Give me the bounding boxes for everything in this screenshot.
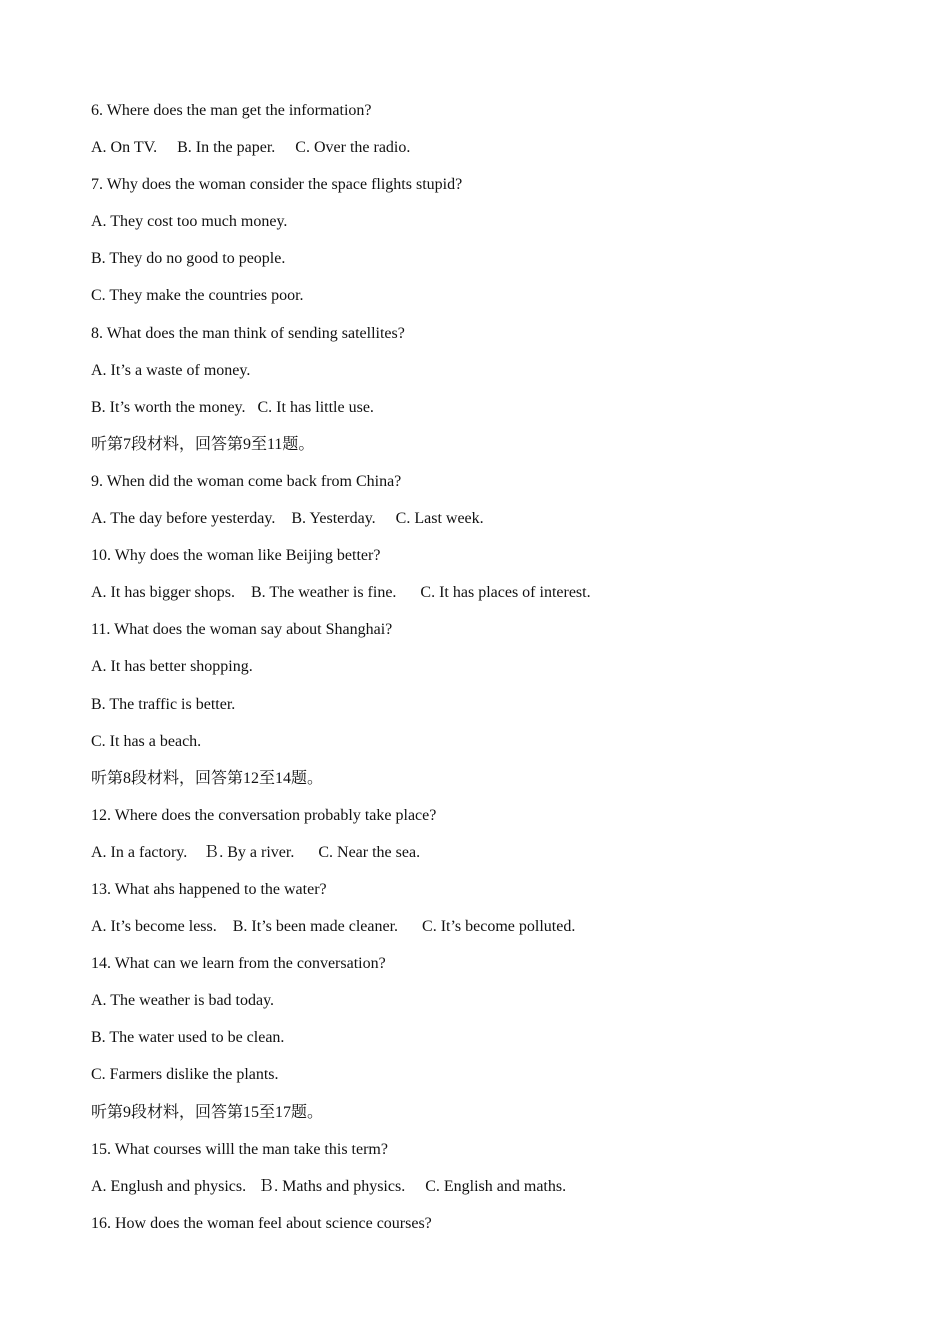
options-10: A. It has bigger shops. B. The weather is fine. C. It has places of interest. xyxy=(91,584,591,602)
question-6: 6. Where does the man get the information? xyxy=(91,102,372,119)
question-13: 13. What ahs happened to the water? xyxy=(91,880,327,898)
options-6: A. On TV. B. In the paper. C. Over the radio. xyxy=(91,139,411,157)
options-15: A. Englush and physics. Ｂ. Maths and physics. C. English and maths. xyxy=(91,1177,567,1195)
question-12: 12. Where does the conversation probably take place? xyxy=(91,806,437,824)
option-7b: B. They do no good to people. xyxy=(91,250,286,268)
options-13: A. It’s become less. B. It’s been made cleaner. C. It’s become polluted. xyxy=(91,918,576,936)
question-8: 8. What does the man think of sending satellites? xyxy=(91,324,405,342)
option-14b: B. The water used to be clean. xyxy=(91,1029,285,1047)
question-11: 11. What does the woman say about Shanghai? xyxy=(91,621,393,639)
section-header-7: 听第7段材料，回答第9至11题。 xyxy=(91,435,315,453)
options-8bc: B. It’s worth the money. C. It has little use. xyxy=(91,398,374,416)
section-header-8: 听第8段材料，回答第12至14题。 xyxy=(91,769,324,787)
option-14c: C. Farmers dislike the plants. xyxy=(91,1066,279,1084)
option-11a: A. It has better shopping. xyxy=(91,658,253,676)
question-14: 14. What can we learn from the conversation? xyxy=(91,955,386,973)
question-16: 16. How does the woman feel about science courses? xyxy=(91,1214,432,1232)
options-9: A. The day before yesterday. B. Yesterday. C. Last week. xyxy=(91,510,484,528)
option-11c: C. It has a beach. xyxy=(91,732,202,750)
option-11b: B. The traffic is better. xyxy=(91,695,236,713)
section-header-9: 听第9段材料，回答第15至17题。 xyxy=(91,1103,324,1121)
question-9: 9. When did the woman come back from China? xyxy=(91,472,402,490)
option-7c: C. They make the countries poor. xyxy=(91,287,304,305)
option-8a: A. It’s a waste of money. xyxy=(91,361,251,379)
question-10: 10. Why does the woman like Beijing better? xyxy=(91,547,381,565)
option-14a: A. The weather is bad today. xyxy=(91,992,275,1010)
question-7: 7. Why does the woman consider the space flights stupid? xyxy=(91,176,463,194)
exam-page xyxy=(91,98,891,1248)
option-7a: A. They cost too much money. xyxy=(91,213,288,231)
options-12: A. In a factory. Ｂ. By a river. C. Near the sea. xyxy=(91,843,421,861)
question-15: 15. What courses willl the man take this term? xyxy=(91,1140,388,1158)
